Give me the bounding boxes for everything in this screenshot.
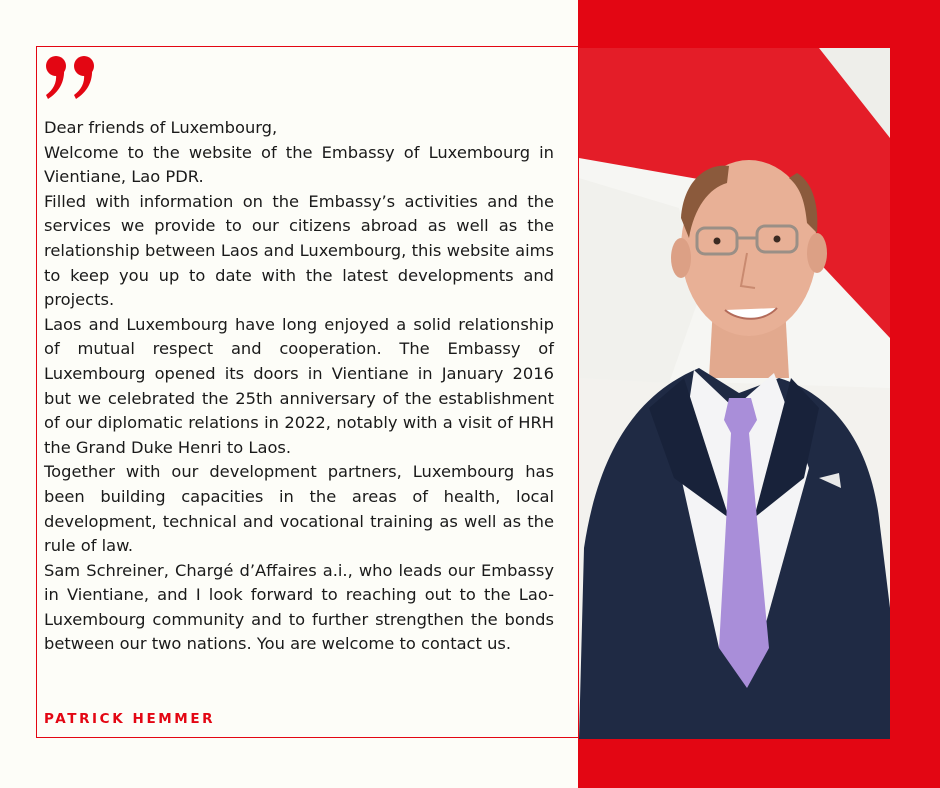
letter-paragraph: Together with our development partners, Luxembourg has been building capacities in the areas of health, local development, technical and vocational training as well as the rule of law. (44, 462, 554, 556)
letter-paragraph: Filled with information on the Embassy’s activities and the services we provide to our citizens abroad as well as the relationship between Laos and Luxembourg, this website aims to keep you up to date with the latest developments and projects. (44, 191, 554, 310)
letter-greeting: Dear friends of Luxembourg, (44, 118, 278, 137)
letter-paragraph: Laos and Luxembourg have long enjoyed a solid relationship of mutual respect and cooperation. The Embassy of Luxembourg opened its doors in Vientiane in January 2016 but we celebrated the 25th anniversary of the establishment of our diplomatic relations in 2022, notably with a visit of HRH the Grand Duke Henri to Laos. (44, 314, 554, 457)
letter-body (44, 116, 554, 657)
quote-mark-icon (43, 52, 101, 102)
letter-paragraph: Sam Schreiner, Chargé d’Affaires a.i., who leads our Embassy in Vientiane, and I look forward to reaching out to the Lao-Luxembourg community and to further strengthen the bonds between our two nations. You are welcome to contact us. (44, 560, 554, 654)
portrait-photo (579, 48, 890, 739)
letter-paragraph: Welcome to the website of the Embassy of Luxembourg in Vientiane, Lao PDR. (44, 142, 554, 187)
signature: PATRICK HEMMER (44, 711, 216, 727)
